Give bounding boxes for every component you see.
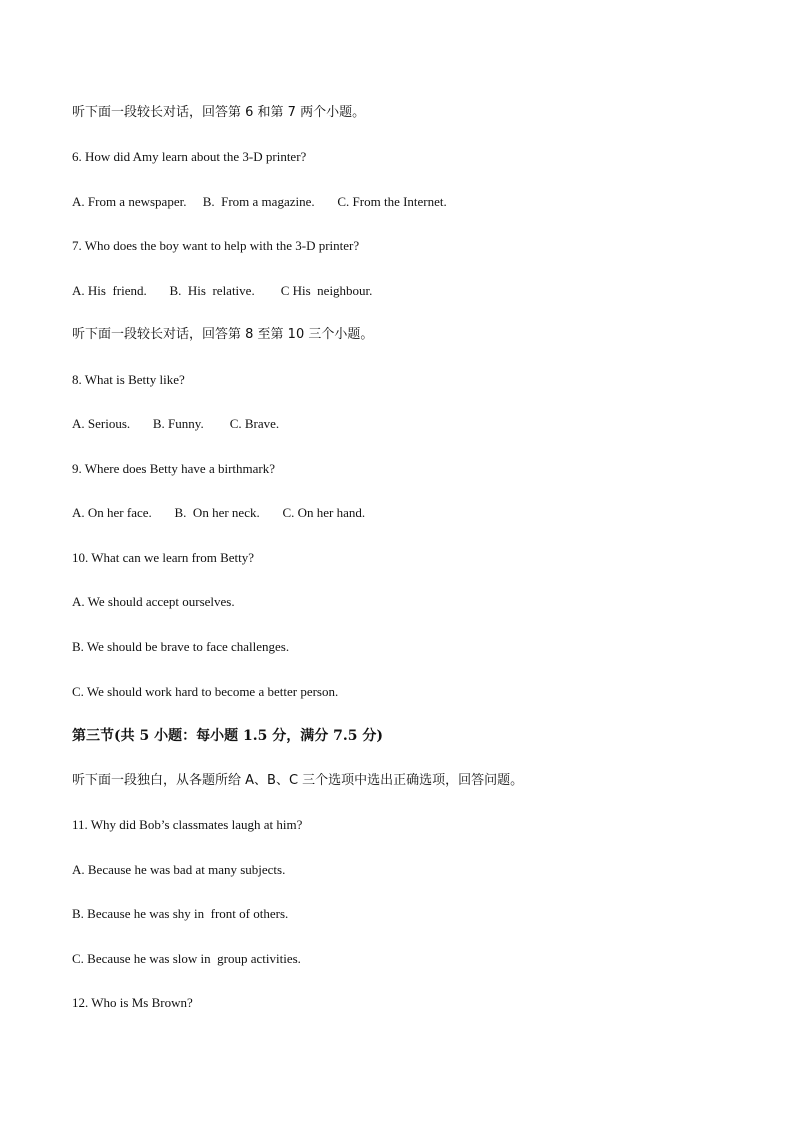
question-10-option-b: B. We should be brave to face challenges. <box>72 639 290 654</box>
dialogue-instruction-6-7: 听下面一段较长对话，回答第 6 和第 7 两个小题。 <box>72 105 366 120</box>
question-11-option-b: B. Because he was shy in front of others. <box>72 906 289 921</box>
question-10: 10. What can we learn from Betty? <box>72 550 255 565</box>
question-9: 9. Where does Betty have a birthmark? <box>72 461 275 476</box>
question-9-options: A. On her face. B. On her neck. C. On her hand. <box>72 505 366 520</box>
question-7: 7. Who does the boy want to help with the 3-D printer? <box>72 238 360 253</box>
question-12: 12. Who is Ms Brown? <box>72 995 193 1010</box>
question-11-option-a: A. Because he was bad at many subjects. <box>72 862 286 877</box>
question-11-option-c: C. Because he was slow in group activities. <box>72 951 301 966</box>
question-11: 11. Why did Bob’s classmates laugh at him? <box>72 817 303 832</box>
question-8-options: A. Serious. B. Funny. C. Brave. <box>72 416 280 431</box>
monologue-instruction: 听下面一段独白，从各题所给 A、B、C 三个选项中选出正确选项，回答问题。 <box>72 773 524 788</box>
dialogue-instruction-8-10: 听下面一段较长对话，回答第 8 至第 10 三个小题。 <box>72 327 374 342</box>
question-8: 8. What is Betty like? <box>72 372 185 387</box>
question-7-options: A. His friend. B. His relative. C His neighbour. <box>72 283 373 298</box>
question-10-option-a: A. We should accept ourselves. <box>72 594 235 609</box>
question-6-options: A. From a newspaper. B. From a magazine. C. From the Internet. <box>72 194 447 209</box>
question-10-option-c: C. We should work hard to become a better person. <box>72 684 339 699</box>
section-three-heading: 第三节(共 5 小题：每小题 1.5 分，满分 7.5 分) <box>72 728 383 744</box>
question-6: 6. How did Amy learn about the 3-D printer? <box>72 149 307 164</box>
